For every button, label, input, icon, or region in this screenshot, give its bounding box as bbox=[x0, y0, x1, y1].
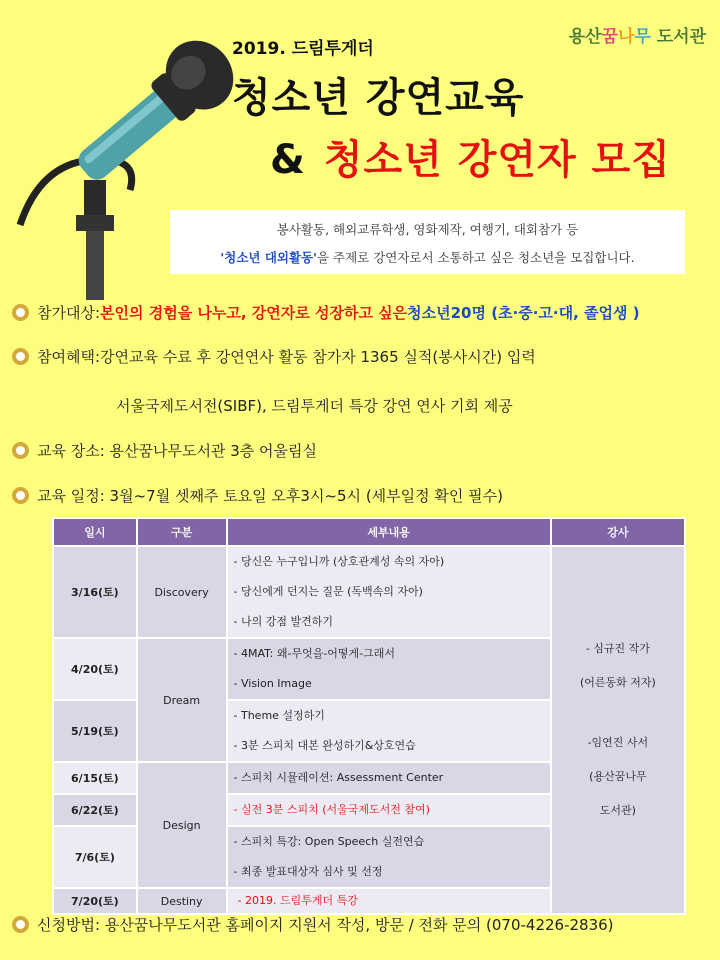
schedule-text: 교육 일정: 3월~7월 셋째주 토요일 오후3시~5시 (세부일정 확인 필수) bbox=[37, 487, 503, 505]
intro-line2 bbox=[170, 248, 685, 266]
page-title: 청소년 강연교육 bbox=[232, 75, 525, 121]
benefit-line2: 서울국제도서전(SIBF), 드림투게더 특강 강연 연사 기회 제공 bbox=[116, 397, 513, 415]
details-cell bbox=[227, 700, 551, 762]
library-logo: 용산꿈나무 도서관 bbox=[568, 27, 706, 47]
detail-item: - 당신은 누구입니까 (상호관계성 속의 자아) bbox=[233, 555, 445, 568]
detail-item: - 최종 발표대상자 심사 및 선정 bbox=[233, 865, 383, 878]
bullet-icon bbox=[12, 348, 29, 365]
lecturer-1: - 심규진 작가 bbox=[585, 642, 650, 655]
detail-item: - Vision Image bbox=[233, 677, 312, 690]
category-cell: Design bbox=[137, 762, 227, 888]
date-cell: 4/20(토) bbox=[53, 638, 137, 700]
category-cell: Discovery bbox=[137, 546, 227, 638]
detail-item: - 스피치 특강: Open Speech 실전연습 bbox=[233, 835, 425, 848]
lecturer-2: -임연진 사서 bbox=[587, 736, 649, 749]
detail-item: - Theme 설정하기 bbox=[233, 709, 325, 722]
details-cell bbox=[227, 794, 551, 826]
bullet-icon bbox=[12, 304, 29, 321]
details-cell bbox=[227, 762, 551, 794]
target-blue: 청소년20명 (초·중·고·대, 졸업생 ) bbox=[407, 304, 640, 322]
schedule-table bbox=[52, 517, 686, 915]
category-cell: Destiny bbox=[137, 888, 227, 914]
place-row bbox=[12, 440, 317, 461]
table-row bbox=[53, 546, 685, 638]
detail-item: - 스피치 시뮬레이션: Assessment Center bbox=[233, 771, 444, 784]
ampersand: & bbox=[270, 137, 306, 183]
details-cell bbox=[227, 826, 551, 888]
target-red: 본인의 경험을 나누고, 강연자로 성장하고 싶은 bbox=[100, 304, 408, 322]
details-cell bbox=[227, 546, 551, 638]
detail-item: - 2019. 드림투게더 특강 bbox=[237, 894, 358, 907]
date-cell: 7/20(토) bbox=[53, 888, 137, 914]
recruit-title-text: 청소년 강연자 모집 bbox=[323, 137, 671, 183]
category-cell: Dream bbox=[137, 638, 227, 762]
date-cell: 7/6(토) bbox=[53, 826, 137, 888]
header-category: 구분 bbox=[137, 518, 227, 546]
event-subtitle: 2019. 드림투게더 bbox=[232, 39, 374, 59]
lecturer-cell bbox=[551, 546, 685, 914]
recruit-title bbox=[270, 128, 671, 185]
lecturer-1-note: (어른동화 저자) bbox=[579, 676, 656, 689]
detail-item: - 실전 3분 스피치 (서울국제도서전 참여) bbox=[233, 803, 430, 816]
benefit-label: 참여혜택: bbox=[37, 348, 101, 366]
intro-highlight: '청소년 대외활동' bbox=[220, 250, 317, 265]
table-header-row bbox=[53, 518, 685, 546]
benefit-line1: 강연교육 수료 후 강연연사 활동 참가자 1365 실적(봉사시간) 입력 bbox=[100, 348, 536, 366]
target-label: 참가대상: bbox=[37, 304, 101, 322]
intro-box bbox=[170, 210, 685, 274]
date-cell: 6/15(토) bbox=[53, 762, 137, 794]
header-details: 세부내용 bbox=[227, 518, 551, 546]
apply-row bbox=[12, 914, 614, 935]
date-cell: 3/16(토) bbox=[53, 546, 137, 638]
detail-item: - 4MAT: 왜-무엇을-어떻게-그래서 bbox=[233, 647, 396, 660]
lecturer-2-note2: 도서관) bbox=[599, 804, 636, 817]
apply-text: 신청방법: 용산꿈나무도서관 홈페이지 지원서 작성, 방문 / 전화 문의 (070-4226-2836) bbox=[37, 916, 614, 934]
place-text: 교육 장소: 용산꿈나무도서관 3층 어울림실 bbox=[37, 442, 318, 460]
intro-line1: 봉사활동, 해외교류학생, 영화제작, 여행기, 대회참가 등 bbox=[276, 222, 579, 237]
target-row bbox=[12, 302, 640, 323]
schedule-row bbox=[12, 485, 503, 506]
bullet-icon bbox=[12, 487, 29, 504]
detail-item: - 나의 강점 발견하기 bbox=[233, 615, 333, 628]
detail-item: - 3분 스피치 대본 완성하기&상호연습 bbox=[233, 739, 416, 752]
date-cell: 6/22(토) bbox=[53, 794, 137, 826]
details-cell bbox=[227, 638, 551, 700]
details-cell bbox=[227, 888, 551, 914]
bullet-icon bbox=[12, 442, 29, 459]
lecturer-2-note: (용산꿈나무 bbox=[589, 770, 647, 783]
intro-line2-rest: 을 주제로 강연자로서 소통하고 싶은 청소년을 모집합니다. bbox=[316, 250, 635, 265]
detail-item: - 당신에게 던지는 질문 (독백속의 자아) bbox=[233, 585, 423, 598]
header-lecturer: 강사 bbox=[551, 518, 685, 546]
bullet-icon bbox=[12, 916, 29, 933]
benefit-row bbox=[12, 346, 536, 367]
header-date: 일시 bbox=[53, 518, 137, 546]
date-cell: 5/19(토) bbox=[53, 700, 137, 762]
